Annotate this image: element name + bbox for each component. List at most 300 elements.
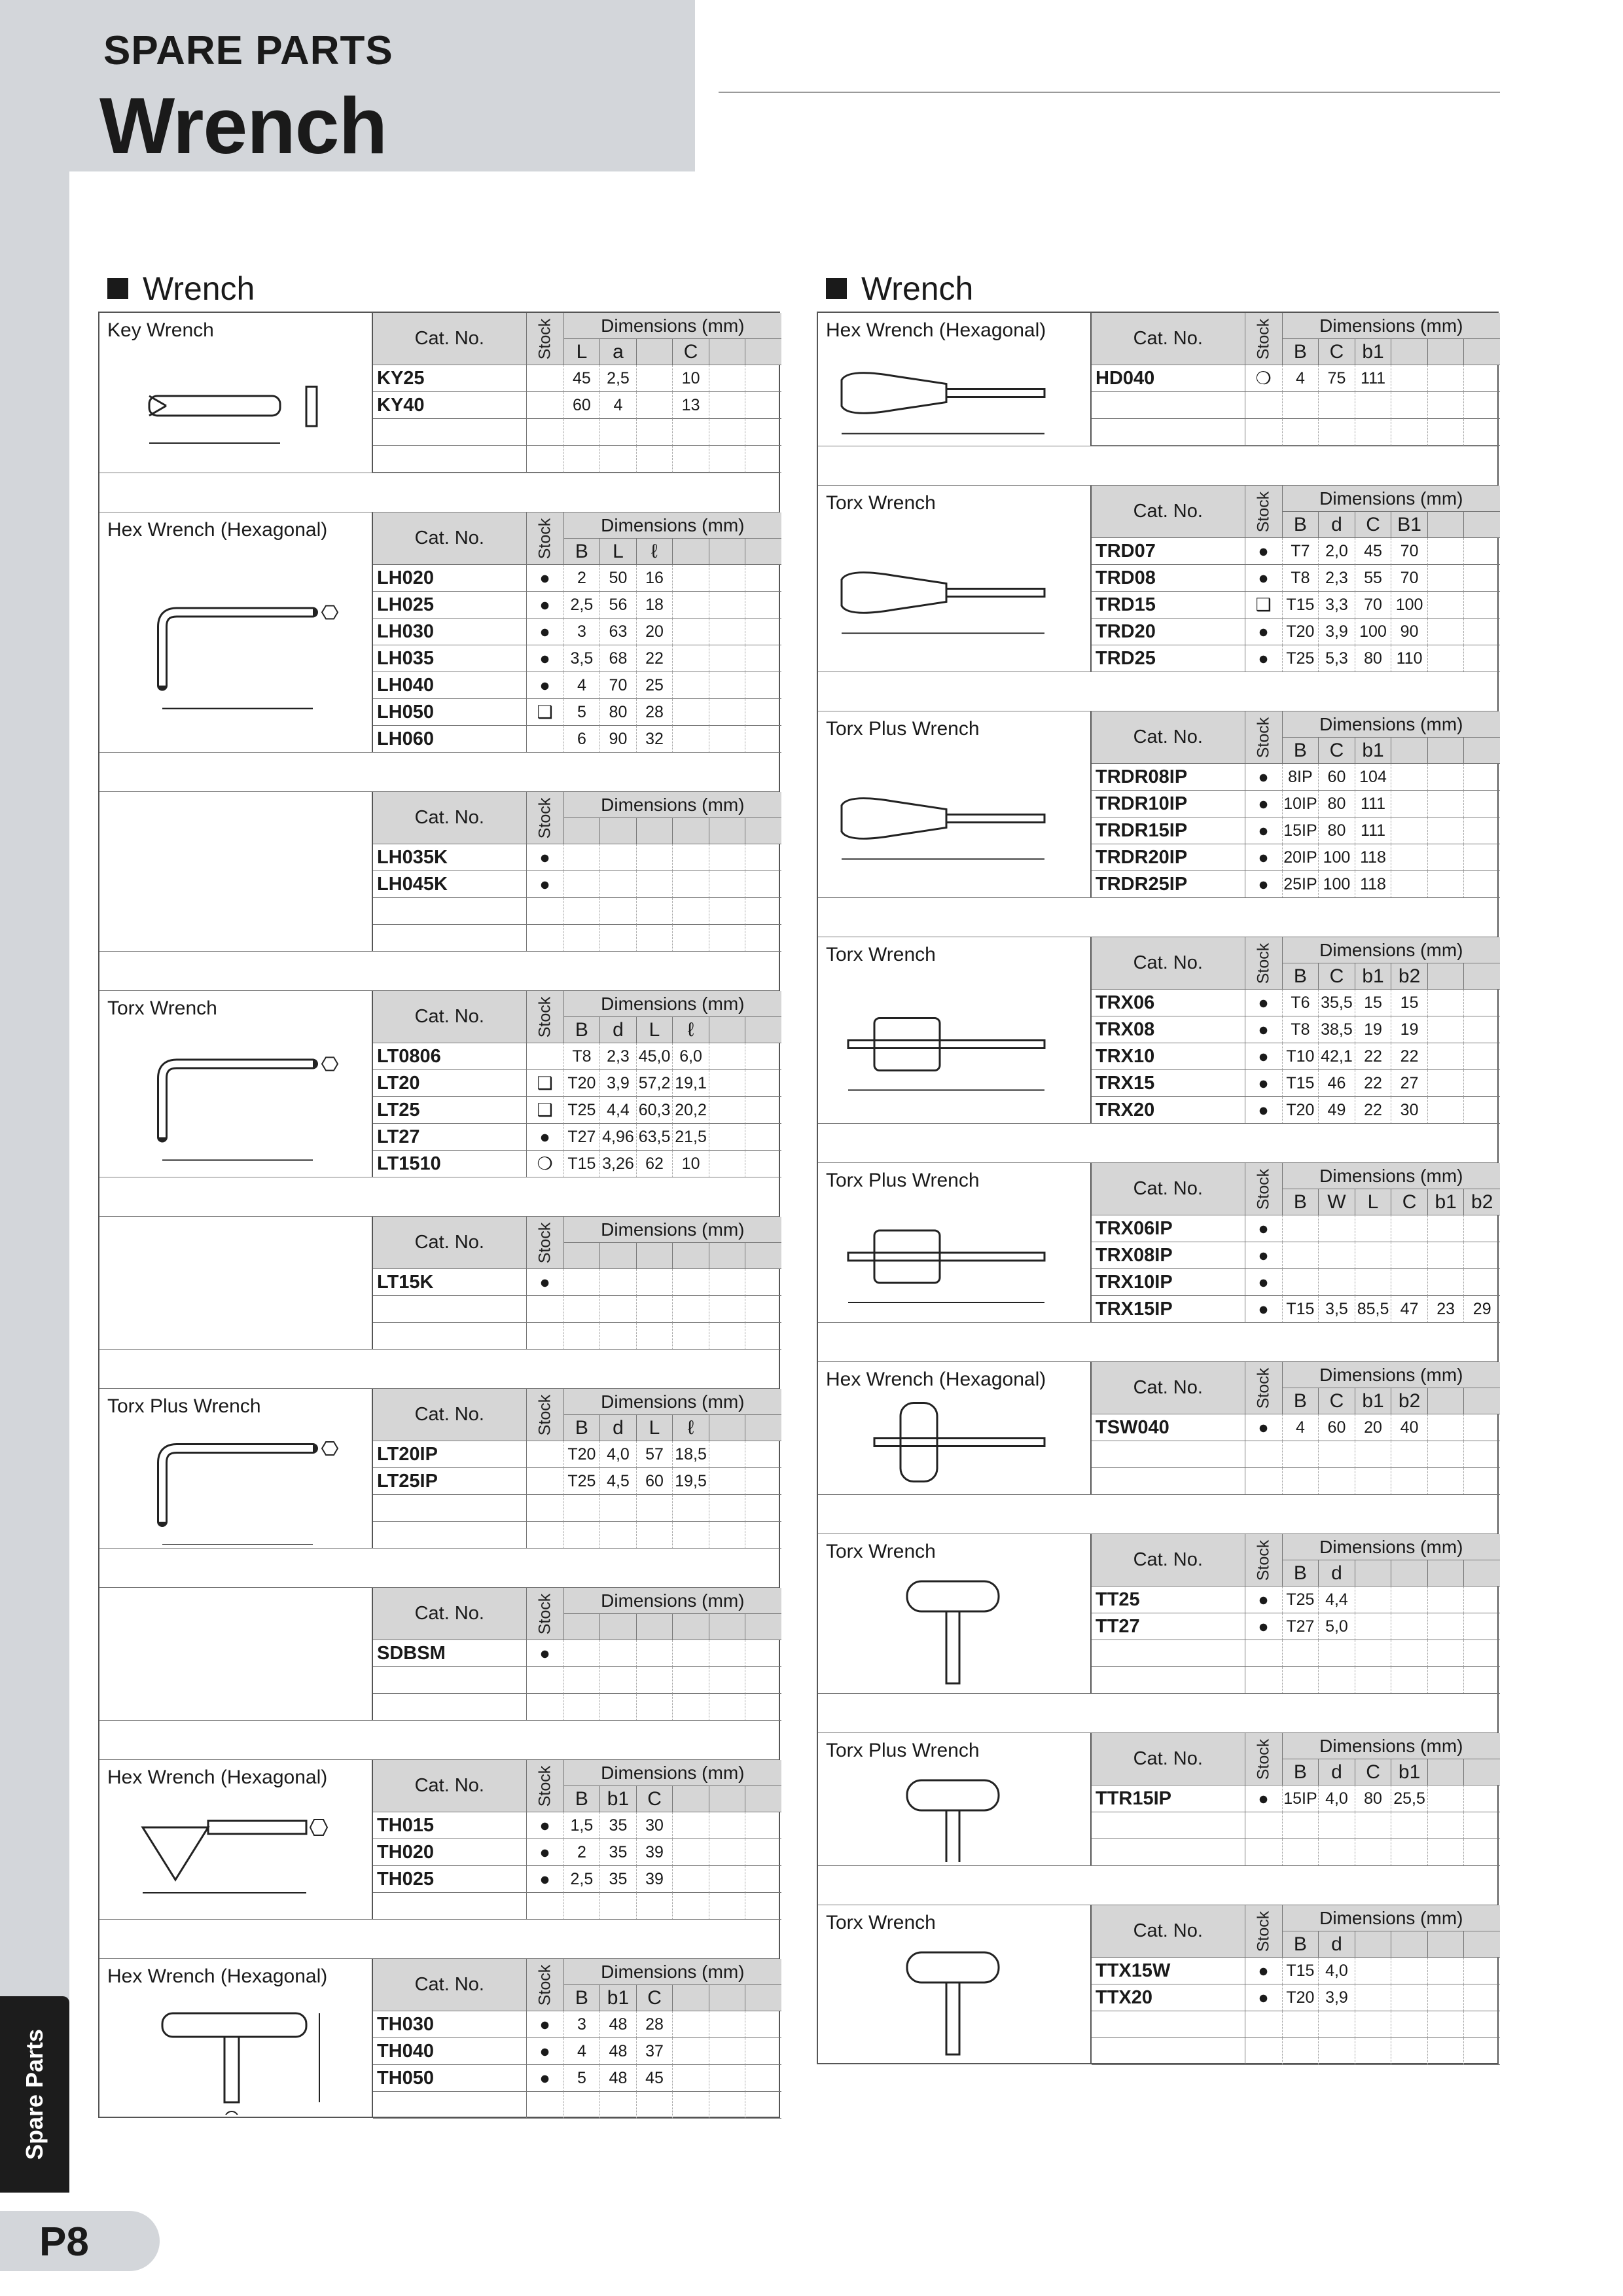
left-dim-cell <box>636 1694 673 1721</box>
right-dim-cell <box>1355 1215 1391 1242</box>
left-dim-cell <box>599 1522 636 1549</box>
left-dim-cell <box>709 2038 745 2065</box>
right-stock-label: Stock <box>1254 318 1273 360</box>
left-catno-cell: TH020 <box>373 1839 526 1866</box>
left-stock-cell: ● <box>526 1812 563 1839</box>
right-dim-cell <box>1463 1441 1500 1468</box>
left-catno-cell: LH060 <box>373 726 526 753</box>
right-catno-header: Cat. No. <box>1092 1733 1245 1785</box>
right-dim-cell: 46 <box>1318 1070 1355 1097</box>
right-dim-cell <box>1427 1097 1464 1124</box>
left-stock-header <box>526 792 563 844</box>
right-dim-cell <box>1463 419 1500 446</box>
left-block-gap <box>99 1349 779 1388</box>
right-stock-cell: ● <box>1245 1296 1282 1323</box>
left-spec-table <box>372 792 779 951</box>
right-catno-cell: TT27 <box>1092 1613 1245 1640</box>
right-spec-table <box>1090 937 1497 1123</box>
right-block-4 <box>818 1162 1497 1322</box>
left-dim-cell <box>709 1468 745 1495</box>
left-stock-cell <box>526 446 563 473</box>
left-dim-cell <box>636 1269 673 1296</box>
left-dim-cell <box>599 844 636 871</box>
right-dim-cell: 55 <box>1355 565 1391 592</box>
right-catno-cell: TRDR10IP <box>1092 791 1245 817</box>
left-catno-cell <box>373 419 526 446</box>
right-dim-cell: 111 <box>1355 817 1391 844</box>
right-dim-col-header <box>1391 1560 1427 1587</box>
left-dim-cell <box>672 726 709 753</box>
left-catno-cell: LT15K <box>373 1269 526 1296</box>
left-dim-cell: 10 <box>672 1151 709 1177</box>
left-block-5 <box>99 1388 779 1548</box>
right-dim-col-header: B <box>1282 1931 1319 1958</box>
left-dim-cell <box>672 2092 709 2119</box>
right-block-gap <box>818 1322 1497 1361</box>
right-dim-col-header: b2 <box>1463 1189 1500 1215</box>
left-stock-header <box>526 1389 563 1441</box>
left-block-2 <box>99 791 779 951</box>
right-dim-cell: 19 <box>1391 1016 1427 1043</box>
right-stock-cell <box>1245 2011 1282 2038</box>
left-dim-cell <box>709 619 745 645</box>
left-dim-cell <box>563 1893 600 1920</box>
left-catno-cell: TH040 <box>373 2038 526 2065</box>
left-dim-cell: 3 <box>563 619 600 645</box>
left-block-label: Key Wrench <box>107 319 214 341</box>
right-dim-cell: 25IP <box>1282 871 1319 898</box>
left-block-7 <box>99 1759 779 1919</box>
right-dim-cell <box>1427 844 1464 871</box>
left-dim-cell <box>709 1866 745 1893</box>
left-dim-cell: 5 <box>563 2065 600 2092</box>
right-dim-col-header <box>1427 512 1464 538</box>
right-spec-table <box>1090 1733 1497 1865</box>
right-dim-cell <box>1355 1984 1391 2011</box>
right-dim-cell <box>1427 1667 1464 1694</box>
left-dim-cell <box>672 1269 709 1296</box>
left-stock-cell <box>526 1043 563 1070</box>
right-dim-col-header: b1 <box>1355 1388 1391 1414</box>
left-dim-cell <box>745 1495 781 1522</box>
left-dim-cell <box>745 672 781 699</box>
side-tab-label: Spare Parts <box>21 2028 48 2161</box>
right-catno-cell: TRX15 <box>1092 1070 1245 1097</box>
right-dim-cell <box>1318 1839 1355 1866</box>
right-dim-col-header: d <box>1318 1560 1355 1587</box>
left-catno-cell: LT1510 <box>373 1151 526 1177</box>
right-dim-cell <box>1427 817 1464 844</box>
right-stock-label: Stock <box>1254 942 1273 984</box>
left-spec-table <box>372 991 779 1177</box>
left-dim-cell <box>672 925 709 952</box>
left-dim-col-header: d <box>599 1415 636 1441</box>
left-stock-cell <box>526 1495 563 1522</box>
right-catno-header: Cat. No. <box>1092 486 1245 538</box>
right-dim-col-header <box>1355 1931 1391 1958</box>
left-catno-header: Cat. No. <box>373 1760 526 1812</box>
right-dim-col-header <box>1391 738 1427 764</box>
right-dim-cell: 118 <box>1355 871 1391 898</box>
right-dim-cell <box>1463 538 1500 565</box>
right-dim-col-header: d <box>1318 1931 1355 1958</box>
left-dim-cell <box>599 871 636 898</box>
left-dim-cell <box>745 726 781 753</box>
right-stock-cell: ● <box>1245 764 1282 791</box>
right-stock-label: Stock <box>1254 1367 1273 1409</box>
right-stock-label: Stock <box>1254 1539 1273 1581</box>
left-heading-text: Wrench <box>143 270 255 307</box>
flag-wrench-drawing-icon <box>822 1194 1084 1319</box>
right-dim-cell: T8 <box>1282 565 1319 592</box>
right-catno-header: Cat. No. <box>1092 1362 1245 1414</box>
left-stock-cell: ● <box>526 672 563 699</box>
right-catno-cell: TTX15W <box>1092 1958 1245 1984</box>
right-block-gap <box>818 1693 1497 1732</box>
right-dim-cell: 104 <box>1355 764 1391 791</box>
right-dim-cell <box>1463 1640 1500 1667</box>
left-catno-header: Cat. No. <box>373 512 526 565</box>
right-stock-cell: ● <box>1245 1242 1282 1269</box>
right-dim-col-header: B1 <box>1391 512 1427 538</box>
left-dim-cell <box>672 898 709 925</box>
left-dim-cell <box>745 871 781 898</box>
right-stock-cell: ● <box>1245 844 1282 871</box>
right-dim-col-header <box>1427 963 1464 990</box>
left-dim-col-header <box>709 1415 745 1441</box>
left-dim-cell <box>672 1640 709 1667</box>
right-stock-cell: ● <box>1245 1097 1282 1124</box>
left-stock-label: Stock <box>535 518 554 560</box>
left-stock-label: Stock <box>535 1222 554 1264</box>
right-dim-cell <box>1427 2011 1464 2038</box>
right-dim-cell: 35,5 <box>1318 990 1355 1016</box>
left-dim-cell <box>709 1296 745 1323</box>
right-dim-cell <box>1427 1984 1464 2011</box>
right-dim-cell <box>1427 1958 1464 1984</box>
left-dim-col-header <box>563 818 600 844</box>
left-dim-cell: 3,5 <box>563 645 600 672</box>
left-dim-cell <box>672 1296 709 1323</box>
right-spec-table <box>1090 1534 1497 1693</box>
right-catno-cell: TTX20 <box>1092 1984 1245 2011</box>
left-dim-cell <box>672 1694 709 1721</box>
right-dim-cell <box>1463 791 1500 817</box>
left-dim-cell <box>709 1839 745 1866</box>
left-dim-cell: 3,9 <box>599 1070 636 1097</box>
left-dims-header: Dimensions (mm) <box>563 1959 781 1985</box>
right-dim-cell <box>1355 2038 1391 2065</box>
right-dim-cell <box>1427 1441 1464 1468</box>
left-stock-cell: ● <box>526 1269 563 1296</box>
right-block-7 <box>818 1732 1497 1865</box>
right-stock-header <box>1245 1534 1282 1587</box>
left-spec-table <box>372 1389 779 1548</box>
left-dim-col-header <box>745 1985 781 2011</box>
left-dim-col-header <box>636 1614 673 1640</box>
left-dim-cell <box>745 1667 781 1694</box>
left-stock-cell <box>526 419 563 446</box>
right-dim-cell <box>1463 1587 1500 1613</box>
left-dim-cell <box>636 1323 673 1350</box>
left-dim-cell: 35 <box>599 1839 636 1866</box>
right-dim-cell <box>1391 1215 1427 1242</box>
right-dim-col-header: C <box>1318 963 1355 990</box>
right-catno-cell: TRX06IP <box>1092 1215 1245 1242</box>
right-stock-cell <box>1245 1640 1282 1667</box>
right-catno-cell: TRDR25IP <box>1092 871 1245 898</box>
right-dim-cell <box>1463 1958 1500 1984</box>
right-dim-cell: T8 <box>1282 1016 1319 1043</box>
left-dim-cell <box>672 1522 709 1549</box>
right-dim-cell <box>1427 990 1464 1016</box>
left-dim-cell <box>672 565 709 592</box>
left-dim-cell <box>636 1522 673 1549</box>
right-dim-cell <box>1391 1468 1427 1495</box>
right-dim-cell: T15 <box>1282 592 1319 619</box>
left-stock-header <box>526 991 563 1043</box>
right-catno-cell: TRD15 <box>1092 592 1245 619</box>
right-catno-cell: TRX15IP <box>1092 1296 1245 1323</box>
right-stock-cell: ● <box>1245 1215 1282 1242</box>
left-stock-label: Stock <box>535 797 554 839</box>
left-dim-cell: 4 <box>563 672 600 699</box>
right-dims-header: Dimensions (mm) <box>1282 1905 1500 1931</box>
left-dim-cell <box>636 1296 673 1323</box>
right-dim-cell: 100 <box>1318 844 1355 871</box>
right-dim-cell: 70 <box>1391 538 1427 565</box>
left-spec-table <box>372 1959 779 2118</box>
left-dim-cell: T8 <box>563 1043 600 1070</box>
right-dim-cell: T10 <box>1282 1043 1319 1070</box>
left-stock-header <box>526 313 563 365</box>
right-dim-col-header: C <box>1355 1759 1391 1785</box>
right-dim-cell <box>1463 1984 1500 2011</box>
left-column <box>98 312 780 2118</box>
right-dim-col-header: b1 <box>1355 738 1391 764</box>
right-block-3 <box>818 937 1497 1123</box>
left-dim-cell <box>709 925 745 952</box>
left-dim-cell <box>636 365 673 392</box>
left-dim-col-header <box>709 339 745 365</box>
left-dim-cell <box>672 672 709 699</box>
left-dim-cell: 4,0 <box>599 1441 636 1468</box>
right-spec-table <box>1090 313 1497 446</box>
left-dim-cell <box>636 925 673 952</box>
right-catno-cell: TRD08 <box>1092 565 1245 592</box>
left-dim-cell <box>636 2092 673 2119</box>
left-dim-cell <box>636 1495 673 1522</box>
left-dim-cell: 25 <box>636 672 673 699</box>
left-dim-cell <box>709 1640 745 1667</box>
left-catno-cell <box>373 1323 526 1350</box>
right-dim-cell <box>1463 1269 1500 1296</box>
right-section-heading <box>826 270 973 308</box>
right-dim-col-header: B <box>1282 512 1319 538</box>
right-dim-cell: 8IP <box>1282 764 1319 791</box>
left-dim-cell <box>672 645 709 672</box>
right-dim-cell <box>1463 392 1500 419</box>
right-dim-cell <box>1427 1043 1464 1070</box>
ltorx-wrench-drawing-icon <box>103 1022 365 1174</box>
left-stock-cell <box>526 925 563 952</box>
left-dim-cell: 90 <box>599 726 636 753</box>
right-catno-cell <box>1092 2011 1245 2038</box>
left-dim-cell <box>745 1812 781 1839</box>
right-stock-label: Stock <box>1254 1910 1273 1952</box>
left-spec-table <box>372 1588 779 1720</box>
right-dim-col-header <box>1463 1560 1500 1587</box>
side-tab[interactable] <box>0 1996 69 2193</box>
left-stock-cell <box>526 898 563 925</box>
right-dim-cell <box>1463 1215 1500 1242</box>
right-dim-col-header <box>1463 1388 1500 1414</box>
left-dim-cell <box>636 844 673 871</box>
right-dim-cell <box>1463 1812 1500 1839</box>
left-dim-cell <box>563 1640 600 1667</box>
right-dim-cell: 4,4 <box>1318 1587 1355 1613</box>
right-stock-cell: ● <box>1245 565 1282 592</box>
left-block-label: Hex Wrench (Hexagonal) <box>107 1767 328 1788</box>
left-dim-cell <box>672 1893 709 1920</box>
right-dim-col-header <box>1427 1759 1464 1785</box>
square-bullet-icon <box>107 278 128 299</box>
right-stock-cell: ● <box>1245 1587 1282 1613</box>
right-dim-cell <box>1427 645 1464 672</box>
right-dim-cell <box>1355 1242 1391 1269</box>
left-dim-cell <box>672 592 709 619</box>
right-catno-header: Cat. No. <box>1092 711 1245 764</box>
right-dim-cell <box>1463 1242 1500 1269</box>
right-dim-col-header: B <box>1282 339 1319 365</box>
left-dim-col-header <box>599 1614 636 1640</box>
right-spec-table <box>1090 711 1497 897</box>
right-dim-cell <box>1282 1839 1319 1866</box>
left-block-gap <box>99 1720 779 1759</box>
header-subtitle: SPARE PARTS <box>103 28 393 73</box>
left-block-label: Hex Wrench (Hexagonal) <box>107 519 328 541</box>
left-block-gap <box>99 1177 779 1216</box>
left-dim-cell <box>636 1667 673 1694</box>
right-dim-col-header: b2 <box>1391 1388 1427 1414</box>
right-dim-col-header: B <box>1282 1560 1319 1587</box>
left-dim-col-header <box>709 1243 745 1269</box>
right-block-gap <box>818 672 1497 711</box>
right-dim-cell <box>1391 1839 1427 1866</box>
left-dim-cell <box>745 1124 781 1151</box>
right-dim-col-header: W <box>1318 1189 1355 1215</box>
left-dim-cell: 16 <box>636 565 673 592</box>
right-dim-cell <box>1463 1785 1500 1812</box>
left-dim-cell: 48 <box>599 2038 636 2065</box>
left-dims-header: Dimensions (mm) <box>563 1760 781 1786</box>
left-dim-col-header: L <box>563 339 600 365</box>
right-dim-cell <box>1463 619 1500 645</box>
screwdriver-wrench-drawing-icon <box>822 344 1084 442</box>
left-stock-header <box>526 1959 563 2011</box>
left-dim-cell: 60,3 <box>636 1097 673 1124</box>
right-catno-header: Cat. No. <box>1092 1534 1245 1587</box>
right-dim-cell: 29 <box>1463 1296 1500 1323</box>
right-stock-label: Stock <box>1254 491 1273 533</box>
right-stock-cell: ● <box>1245 817 1282 844</box>
right-dim-cell <box>1355 1640 1391 1667</box>
left-dim-cell <box>672 1866 709 1893</box>
left-catno-cell: LH020 <box>373 565 526 592</box>
right-dim-cell <box>1463 844 1500 871</box>
left-dim-cell: 57,2 <box>636 1070 673 1097</box>
tee-wrench-drawing-icon <box>103 1990 365 2115</box>
right-dim-cell <box>1427 791 1464 817</box>
right-dim-cell: 23 <box>1427 1296 1464 1323</box>
right-dim-cell <box>1391 1269 1427 1296</box>
left-catno-cell <box>373 1694 526 1721</box>
left-dim-cell <box>563 1522 600 1549</box>
right-dim-cell <box>1427 419 1464 446</box>
right-dim-col-header: d <box>1318 1759 1355 1785</box>
left-spec-table <box>372 512 779 752</box>
left-dim-cell: 19,5 <box>672 1468 709 1495</box>
right-dim-cell <box>1282 1640 1319 1667</box>
right-dim-cell: 80 <box>1355 645 1391 672</box>
left-stock-label: Stock <box>535 1765 554 1807</box>
left-dim-cell <box>636 898 673 925</box>
left-dim-cell <box>709 419 745 446</box>
left-dim-cell <box>563 1495 600 1522</box>
left-dim-cell: 4 <box>599 392 636 419</box>
left-dim-col-header: B <box>563 1786 600 1812</box>
left-dim-cell <box>563 898 600 925</box>
left-dim-cell <box>709 1043 745 1070</box>
left-dim-cell <box>745 392 781 419</box>
left-catno-cell <box>373 446 526 473</box>
left-catno-cell: LT20IP <box>373 1441 526 1468</box>
right-stock-cell <box>1245 1812 1282 1839</box>
right-dim-cell: 85,5 <box>1355 1296 1391 1323</box>
left-catno-cell: TH025 <box>373 1866 526 1893</box>
right-dim-cell: 70 <box>1355 592 1391 619</box>
right-dim-cell <box>1427 619 1464 645</box>
right-dim-cell <box>1463 1468 1500 1495</box>
right-dim-cell: T25 <box>1282 645 1319 672</box>
left-dim-cell <box>563 446 600 473</box>
right-catno-header: Cat. No. <box>1092 937 1245 990</box>
right-dim-cell <box>1282 2011 1319 2038</box>
right-dim-col-header: C <box>1318 339 1355 365</box>
left-dim-cell <box>709 2092 745 2119</box>
right-dim-cell <box>1318 1468 1355 1495</box>
right-dim-cell <box>1463 1097 1500 1124</box>
left-block-gap <box>99 951 779 990</box>
right-stock-label: Stock <box>1254 1168 1273 1210</box>
right-dim-cell: 3,9 <box>1318 1984 1355 2011</box>
right-dim-cell <box>1355 1839 1391 1866</box>
right-dim-col-header: C <box>1355 512 1391 538</box>
left-dim-cell: 5 <box>563 699 600 726</box>
left-dim-cell: 2,5 <box>563 592 600 619</box>
left-dim-cell <box>709 672 745 699</box>
right-dim-cell <box>1318 419 1355 446</box>
right-dim-col-header: B <box>1282 1388 1319 1414</box>
left-stock-cell: ❍ <box>526 1151 563 1177</box>
ttee-wrench-drawing-icon <box>822 1937 1084 2061</box>
right-dim-col-header: b1 <box>1427 1189 1464 1215</box>
left-dim-cell: 22 <box>636 645 673 672</box>
right-dim-cell <box>1391 2011 1427 2038</box>
left-dim-col-header <box>745 1786 781 1812</box>
right-stock-header <box>1245 313 1282 365</box>
right-block-8 <box>818 1905 1497 2064</box>
